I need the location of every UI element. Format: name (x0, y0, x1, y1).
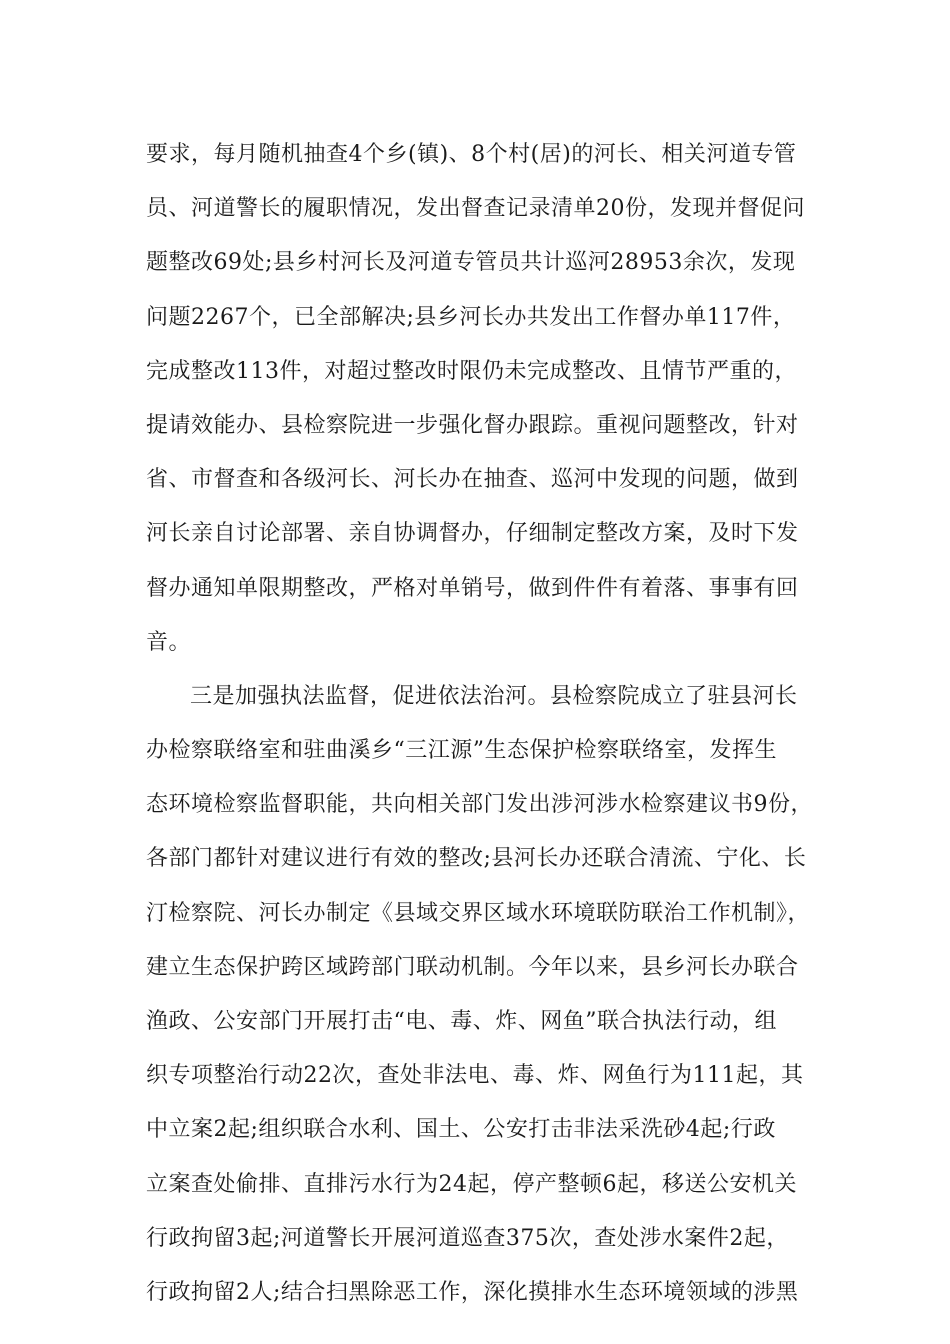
text-line: 督办通知单限期整改，严格对单销号，做到件件有着落、事事有回 (146, 575, 799, 601)
text-line: 问题2267个，已全部解决;县乡河长办共发出工作督办单117件， (146, 304, 796, 330)
text-line: 行政拘留2人;结合扫黑除恶工作，深化摸排水生态环境领域的涉黑 (146, 1279, 799, 1305)
text-line: 题整改69处;县乡村河长及河道专管员共计巡河28953余次，发现 (146, 250, 796, 276)
paragraph-first-line: 三是加强执法监督，促进依法治河。县检察院成立了驻县河长 (190, 683, 798, 709)
text-line: 建立生态保护跨区域跨部门联动机制。今年以来，县乡河长办联合 (146, 954, 799, 980)
text-line: 态环境检察监督职能，共向相关部门发出涉河涉水检察建议书9份， (146, 792, 813, 818)
text-line: 要求，每月随机抽查4个乡(镇)、8个村(居)的河长、相关河道专管 (146, 142, 797, 167)
text-line: 省、市督查和各级河长、河长办在抽查、巡河中发现的问题，做到 (146, 467, 799, 493)
text-line: 完成整改113件，对超过整改时限仍未完成整改、且情节严重的， (146, 358, 797, 384)
text-line: 员、河道警长的履职情况，发出督查记录清单20份，发现并督促问 (146, 196, 805, 222)
text-line: 行政拘留3起;河道警长开展河道巡查375次，查处涉水案件2起， (146, 1225, 789, 1251)
text-line: 各部门都针对建议进行有效的整改;县河长办还联合清流、宁化、长 (146, 846, 807, 872)
text-line: 立案查处偷排、直排污水行为24起，停产整顿6起，移送公安机关 (146, 1171, 797, 1197)
text-line: 河长亲自讨论部署、亲自协调督办，仔细制定整改方案，及时下发 (146, 521, 799, 547)
text-line: 提请效能办、县检察院进一步强化督办跟踪。重视问题整改，针对 (146, 412, 799, 438)
text-line: 渔政、公安部门开展打击“电、毒、炸、网鱼”联合执法行动，组 (146, 1009, 777, 1034)
text-line: 织专项整治行动22次，查处非法电、毒、炸、网鱼行为111起，其 (146, 1063, 804, 1089)
text-line: 办检察联络室和驻曲溪乡“三江源”生态保护检察联络室，发挥生 (146, 738, 777, 764)
body-text (146, 128, 816, 1320)
text-line: 音。 (146, 629, 192, 655)
text-line: 汀检察院、河长办制定《县域交界区域水环境联防联治工作机制》， (146, 900, 811, 926)
text-line: 中立案2起;组织联合水利、国土、公安打击非法采洗砂4起;行政 (146, 1117, 776, 1143)
